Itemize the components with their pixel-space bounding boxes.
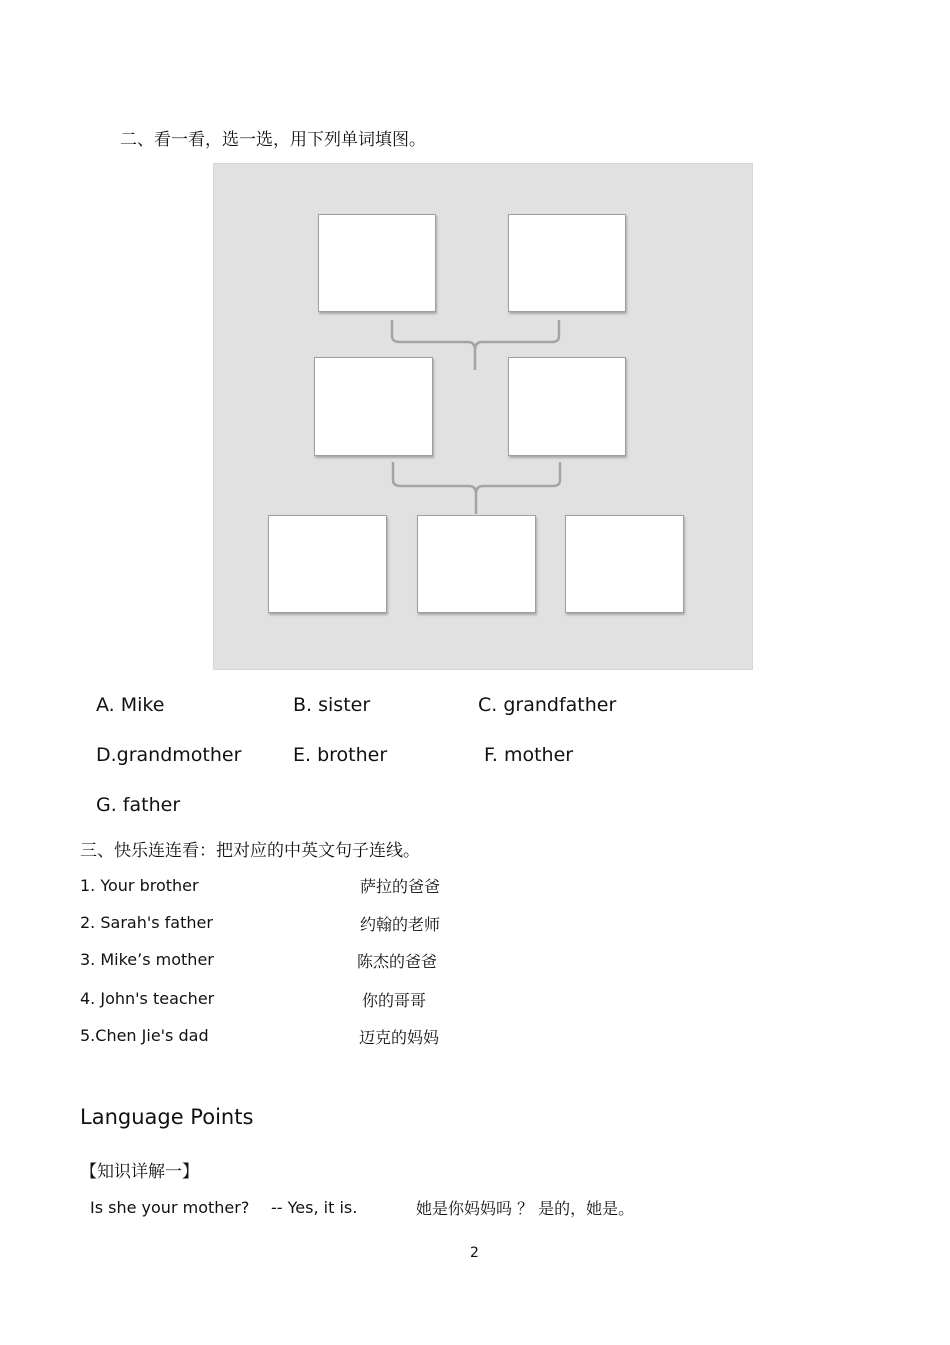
match-zh-2[interactable]: 约翰的老师	[360, 915, 441, 934]
language-points-heading: Language Points	[80, 1105, 254, 1129]
example-translation: 她是你妈妈吗 ？ 是的，她是。	[416, 1199, 635, 1218]
match-en-5[interactable]: 5.Chen Jie's dad	[80, 1026, 209, 1045]
match-zh-1[interactable]: 萨拉的爸爸	[360, 877, 441, 896]
match-en-1[interactable]: 1. Your brother	[80, 876, 199, 895]
option-b: B. sister	[293, 694, 371, 716]
option-g: G. father	[96, 794, 181, 816]
match-zh-5[interactable]: 迈克的妈妈	[359, 1028, 440, 1047]
section-2-title: 二、看一看，选一选，用下列单词填图。	[120, 130, 426, 150]
bracket-bottom	[393, 462, 560, 514]
example-reply: -- Yes, it is.	[271, 1198, 358, 1217]
match-zh-3[interactable]: 陈杰的爸爸	[357, 952, 438, 971]
example-question: Is she your mother?	[90, 1198, 250, 1217]
tree-brackets	[214, 164, 754, 671]
option-e: E. brother	[293, 744, 388, 766]
match-en-2[interactable]: 2. Sarah's father	[80, 913, 213, 932]
match-en-4[interactable]: 4. John's teacher	[80, 989, 215, 1008]
option-a: A. Mike	[96, 694, 165, 716]
option-c: C. grandfather	[478, 694, 617, 716]
option-f: F. mother	[484, 744, 574, 766]
page-number: 2	[470, 1245, 479, 1261]
section-3-title: 三、快乐连连看：把对应的中英文句子连线。	[80, 841, 420, 861]
option-d: D.grandmother	[96, 744, 242, 766]
knowledge-tag: 【知识详解一】	[80, 1162, 199, 1182]
match-en-3[interactable]: 3. Mike’s mother	[80, 950, 214, 969]
bracket-top	[392, 320, 559, 370]
family-tree-diagram	[213, 163, 753, 670]
match-zh-4[interactable]: 你的哥哥	[362, 991, 427, 1010]
